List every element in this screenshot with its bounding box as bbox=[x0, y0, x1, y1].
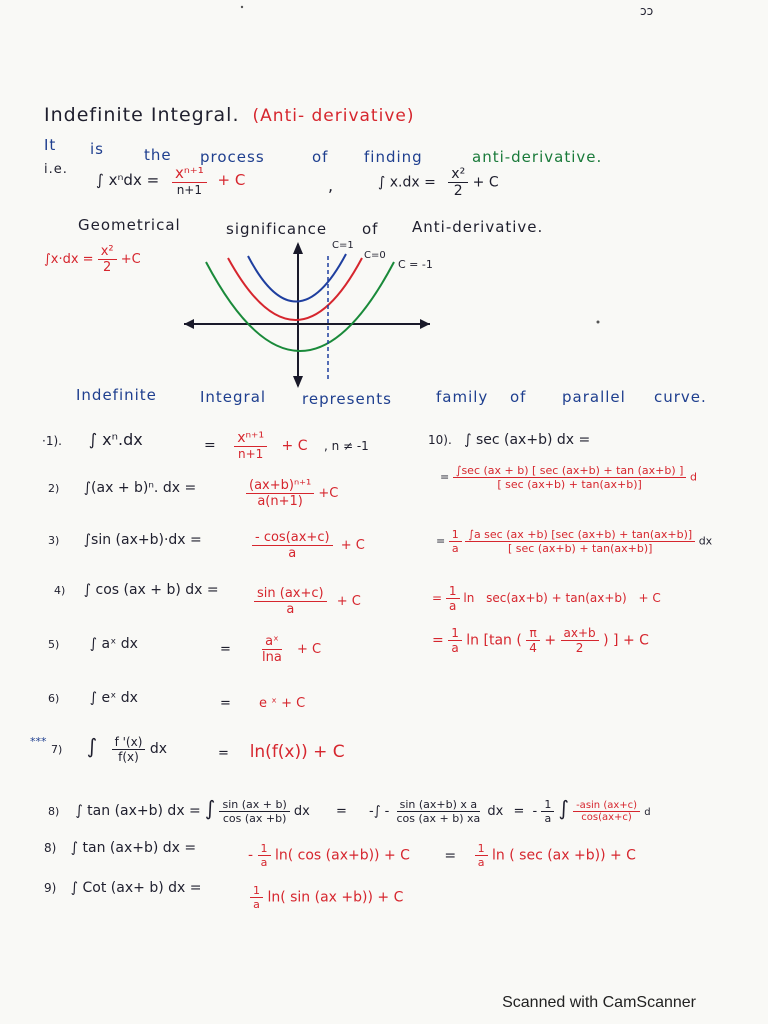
formula-7-lhs-num: f '(x) bbox=[112, 735, 146, 750]
tan2-r1-body: ln( cos (ax+b)) + C bbox=[274, 847, 410, 864]
formula-2-rhs bbox=[246, 478, 338, 509]
formula-3 bbox=[48, 532, 202, 548]
formula-2 bbox=[48, 480, 196, 496]
formula-4 bbox=[54, 582, 219, 598]
sec-step-2 bbox=[436, 528, 712, 555]
tan-p2-pre: -∫ - bbox=[369, 804, 390, 819]
x-axis-arrow-left bbox=[184, 319, 194, 329]
tan2-lhs: ∫ tan (ax+b) dx = bbox=[70, 840, 197, 856]
geo-formula-den: 2 bbox=[103, 260, 112, 275]
sec-lhs: ∫ sec (ax+b) dx = bbox=[464, 432, 591, 448]
eq1-denominator: n+1 bbox=[176, 183, 202, 197]
tan-p3-coef bbox=[541, 798, 554, 825]
formula-1-eq: = bbox=[204, 437, 216, 454]
geo-word-of: of bbox=[362, 220, 379, 238]
sec-step-3 bbox=[432, 584, 661, 613]
stmt-word-2: Integral bbox=[200, 388, 267, 406]
formula-4-number: 4) bbox=[54, 584, 66, 597]
stmt-word-6: parallel bbox=[562, 388, 626, 406]
geo-formula-tail: +C bbox=[120, 252, 141, 267]
intro-word-process: process bbox=[200, 148, 265, 166]
sec-step-1-den: [ sec (ax+b) + tan(ax+b)] bbox=[497, 478, 642, 491]
tan2-r1-coef-den: a bbox=[260, 856, 268, 869]
tan-number: 8) bbox=[48, 805, 60, 818]
stmt-word-3: represents bbox=[302, 390, 392, 408]
sec-step-4-pi-num: π bbox=[526, 626, 539, 641]
formula-4-num: sin (ax+c) bbox=[254, 586, 327, 602]
tan2-r1-coef-num: 1 bbox=[258, 842, 271, 856]
geo-word-antiderivative: Anti-derivative. bbox=[412, 218, 544, 236]
tan2-r2-eq: = bbox=[444, 847, 457, 864]
y-axis-arrow-down bbox=[293, 376, 303, 388]
tan-p2-fraction bbox=[393, 798, 483, 825]
formula-5-eq: = bbox=[220, 642, 231, 657]
tan-p3-fraction bbox=[573, 800, 640, 823]
tan-p1-dx: dx bbox=[293, 804, 310, 819]
sec-step-4-x bbox=[561, 626, 599, 655]
formula-5-tail: + C bbox=[297, 642, 322, 657]
formula-6-value: e ˣ + C bbox=[259, 696, 306, 711]
formula-7-integral: ∫ bbox=[86, 734, 98, 758]
tan-p3-tail: d bbox=[644, 807, 651, 818]
sec-step-3-coef-den: a bbox=[449, 599, 457, 613]
tan-p2-eq: = bbox=[513, 804, 525, 819]
eq1-tail: + C bbox=[217, 171, 246, 189]
intro-word-it: It bbox=[44, 136, 57, 154]
formula-2-lhs: ∫(ax + b)ⁿ. dx = bbox=[83, 480, 197, 496]
sec-step-4-x-num: ax+b bbox=[561, 626, 599, 641]
tan-p3-num: -asin (ax+c) bbox=[573, 800, 640, 812]
sec-step-4-eq: = bbox=[432, 632, 444, 649]
cot-body: ln( sin (ax +b)) + C bbox=[267, 889, 404, 906]
formula-6-rhs bbox=[220, 696, 305, 711]
intro-word-antiderivative: anti-derivative. bbox=[472, 148, 603, 166]
formula-4-rhs bbox=[254, 586, 361, 617]
formula-7-rhs bbox=[218, 742, 345, 762]
stmt-word-1: Indefinite bbox=[76, 386, 157, 404]
eq2-tail: + C bbox=[472, 174, 499, 191]
eq2-lhs: ∫ x.dx = bbox=[378, 174, 436, 191]
eq2-denominator: 2 bbox=[453, 183, 463, 199]
tan2-r1-pre: - bbox=[248, 847, 254, 864]
sec-step-2-eq: = bbox=[436, 534, 449, 548]
y-axis-arrow-up bbox=[293, 242, 303, 254]
sec-number: 10). bbox=[428, 433, 452, 447]
sec-step-1-num: ∫sec (ax + b) [ sec (ax+b) + tan (ax+b) ] bbox=[453, 464, 687, 478]
formula-4-lhs: ∫ cos (ax + b) dx = bbox=[83, 582, 219, 598]
formula-5 bbox=[48, 636, 138, 652]
formula-5-number: 5) bbox=[48, 638, 60, 651]
scan-speck bbox=[241, 6, 243, 8]
x-axis-arrow-right bbox=[420, 319, 430, 329]
sec-step-3-ln: ln bbox=[463, 591, 475, 605]
tan2-r1-coef bbox=[258, 842, 271, 869]
sec-step-4-b: ) ] + C bbox=[603, 632, 649, 649]
tan-p3-den: cos(ax+c) bbox=[581, 812, 632, 823]
tan-p2-dx: dx bbox=[487, 804, 504, 819]
sec-step-4-plus: + bbox=[544, 632, 557, 649]
formula-3-rhs bbox=[252, 530, 365, 561]
tan-p1-fraction bbox=[219, 798, 289, 825]
formula-6-eq: = bbox=[220, 696, 231, 711]
formula-6 bbox=[48, 690, 138, 706]
formula-1-tail: + C bbox=[281, 437, 308, 454]
curve-c-minus-1 bbox=[206, 262, 394, 351]
tan-p3-int: ∫ bbox=[558, 796, 569, 820]
cot-number: 9) bbox=[44, 881, 57, 895]
formula-6-number: 6) bbox=[48, 692, 60, 705]
tan2-r2-coef bbox=[475, 842, 488, 869]
formula-7 bbox=[30, 734, 167, 764]
tan2-r2-body: ln ( sec (ax +b)) + C bbox=[492, 847, 636, 864]
tan-p2-num: sin (ax+b) x a bbox=[397, 798, 481, 812]
formula-1-den: n+1 bbox=[237, 447, 264, 461]
formula-1-fraction bbox=[234, 430, 267, 461]
eq-comma: , bbox=[328, 176, 334, 195]
formula-3-fraction bbox=[252, 530, 333, 561]
eq1-numerator: xⁿ⁺¹ bbox=[172, 164, 207, 183]
sec-step-2-coef-den: a bbox=[451, 542, 459, 555]
tan-derivation bbox=[48, 796, 651, 825]
formula-7-dx: dx bbox=[149, 741, 168, 757]
sec-step-4-coef-den: a bbox=[451, 641, 459, 655]
sec-step-1-tail: d bbox=[689, 470, 697, 484]
sec-step-2-fraction bbox=[465, 528, 695, 555]
tan2-r2-coef-num: 1 bbox=[475, 842, 488, 856]
cot-coef-num: 1 bbox=[250, 884, 263, 898]
formula-5-num: aˣ bbox=[262, 634, 282, 650]
sec-step-3-body: sec(ax+b) + tan(ax+b) bbox=[486, 591, 627, 605]
cot-coef-den: a bbox=[253, 898, 260, 911]
title-paren: (Anti- derivative) bbox=[252, 106, 415, 126]
stmt-word-5: of bbox=[510, 388, 527, 406]
formula-7-value: ln(f(x)) + C bbox=[249, 742, 345, 762]
tan2-r2-coef-den: a bbox=[477, 856, 485, 869]
eq2-numerator: x² bbox=[448, 166, 468, 183]
intro-word-the: the bbox=[144, 146, 172, 164]
intro-word-finding: finding bbox=[364, 148, 423, 166]
sec-step-1-eq: = bbox=[440, 470, 450, 484]
tan-result-rhs bbox=[248, 842, 636, 869]
sec-step-2-den: [ sec (ax+b) + tan(ax+b)] bbox=[507, 542, 653, 555]
sec-step-3-coef bbox=[446, 584, 460, 613]
formula-7-lhs-den: f(x) bbox=[118, 749, 139, 764]
sec-step-2-coef-num: 1 bbox=[449, 528, 462, 542]
formula-5-rhs bbox=[220, 634, 321, 665]
intro-word-is: is bbox=[90, 140, 104, 158]
formula-1-number: ·1). bbox=[42, 434, 62, 448]
formula-2-number: 2) bbox=[48, 482, 60, 495]
formula-4-tail: + C bbox=[336, 594, 361, 609]
sec-step-4-x-den: 2 bbox=[575, 641, 584, 655]
cot-coef bbox=[250, 884, 263, 911]
formula-2-tail: +C bbox=[318, 486, 339, 501]
tan-p3-coef-den: a bbox=[544, 812, 552, 825]
formula-3-num: - cos(ax+c) bbox=[252, 530, 333, 546]
formula-5-lhs: ∫ aˣ dx bbox=[89, 636, 138, 652]
formula-1 bbox=[42, 430, 143, 449]
ie-label: i.e. bbox=[44, 162, 68, 177]
geo-word-geometrical: Geometrical bbox=[78, 216, 181, 234]
formula-3-lhs: ∫sin (ax+b)·dx = bbox=[83, 532, 202, 548]
formula-7-eq: = bbox=[218, 746, 229, 761]
curve-label-cm1: C = -1 bbox=[398, 258, 433, 271]
tan-p3-pre: - bbox=[532, 804, 542, 819]
formula-5-fraction bbox=[259, 634, 285, 665]
sec-step-4-coef-num: 1 bbox=[448, 626, 462, 641]
sec-step-1-fraction bbox=[453, 464, 687, 491]
geo-formula-num: x² bbox=[98, 244, 117, 260]
curve-label-c0: C=0 bbox=[364, 250, 386, 261]
tan-p2-den: cos (ax + b) xa bbox=[396, 812, 481, 825]
stmt-word-4: family bbox=[436, 388, 489, 406]
stmt-word-7: curve. bbox=[654, 388, 707, 406]
sec-step-3-eq: = bbox=[432, 591, 443, 605]
cot-formula bbox=[44, 880, 201, 896]
formula-2-fraction bbox=[246, 478, 314, 509]
tan-result bbox=[44, 840, 196, 856]
geo-word-significance: significance bbox=[226, 220, 328, 238]
sec-step-3-tail: + C bbox=[638, 591, 661, 605]
sec-step-4-coef bbox=[448, 626, 462, 655]
tan-p1-int: ∫ bbox=[204, 796, 216, 820]
sec-formula-lhs bbox=[428, 432, 590, 448]
formula-6-lhs: ∫ eˣ dx bbox=[89, 690, 138, 706]
sec-step-2-num: ∫a sec (ax +b) [sec (ax+b) + tan(ax+b)] bbox=[465, 528, 695, 542]
formula-3-number: 3) bbox=[48, 534, 60, 547]
sec-step-1 bbox=[440, 464, 697, 491]
title-text: Indefinite Integral. bbox=[44, 104, 240, 126]
corner-mark: ↄↄ bbox=[640, 4, 654, 18]
sec-step-4-pi-den: 4 bbox=[529, 641, 537, 655]
formula-4-fraction bbox=[254, 586, 327, 617]
formula-3-tail: + C bbox=[340, 538, 365, 553]
sec-step-3-coef-num: 1 bbox=[446, 584, 460, 599]
intro-word-of: of bbox=[312, 148, 329, 166]
formula-1-rhs bbox=[204, 430, 369, 461]
formula-1-lhs: ∫ xⁿ.dx bbox=[88, 430, 143, 449]
formula-3-den: a bbox=[288, 546, 297, 561]
formula-4-den: a bbox=[286, 602, 295, 617]
geo-formula-lhs: ∫x·dx = bbox=[44, 252, 94, 267]
formula-1-note: , n ≠ -1 bbox=[323, 438, 369, 453]
scan-speck bbox=[597, 321, 600, 324]
tan-p1-den: cos (ax +b) bbox=[222, 812, 287, 825]
tan2-number: 8) bbox=[44, 841, 57, 855]
tan-p1-eq: = bbox=[336, 804, 347, 819]
sec-step-2-coef bbox=[449, 528, 462, 555]
formula-2-den: a(n+1) bbox=[257, 494, 303, 509]
sec-step-4-a: ln [tan ( bbox=[466, 632, 522, 649]
curve-label-c1: C=1 bbox=[332, 240, 354, 251]
formula-5-den: lna bbox=[262, 650, 282, 665]
formula-2-num: (ax+b)ⁿ⁺¹ bbox=[246, 478, 314, 494]
formula-7-stars: *** bbox=[30, 735, 47, 748]
formula-7-lhs-fraction bbox=[112, 735, 146, 764]
cot-lhs: ∫ Cot (ax+ b) dx = bbox=[70, 880, 202, 896]
cot-rhs bbox=[250, 884, 403, 911]
curve-c-0 bbox=[228, 258, 362, 320]
tan-lhs: ∫ tan (ax+b) dx = bbox=[75, 803, 201, 819]
sec-step-4 bbox=[432, 626, 649, 655]
formula-7-number: 7) bbox=[50, 743, 63, 756]
sec-step-4-pi bbox=[526, 626, 540, 655]
tan-p3-coef-num: 1 bbox=[541, 798, 554, 812]
formula-1-num: xⁿ⁺¹ bbox=[234, 430, 267, 447]
eq1-lhs: ∫ xⁿdx = bbox=[96, 171, 160, 189]
tan-p1-num: sin (ax + b) bbox=[219, 798, 289, 812]
camscanner-footer: Scanned with CamScanner bbox=[502, 994, 696, 1011]
sec-step-2-tail: dx bbox=[698, 534, 713, 548]
